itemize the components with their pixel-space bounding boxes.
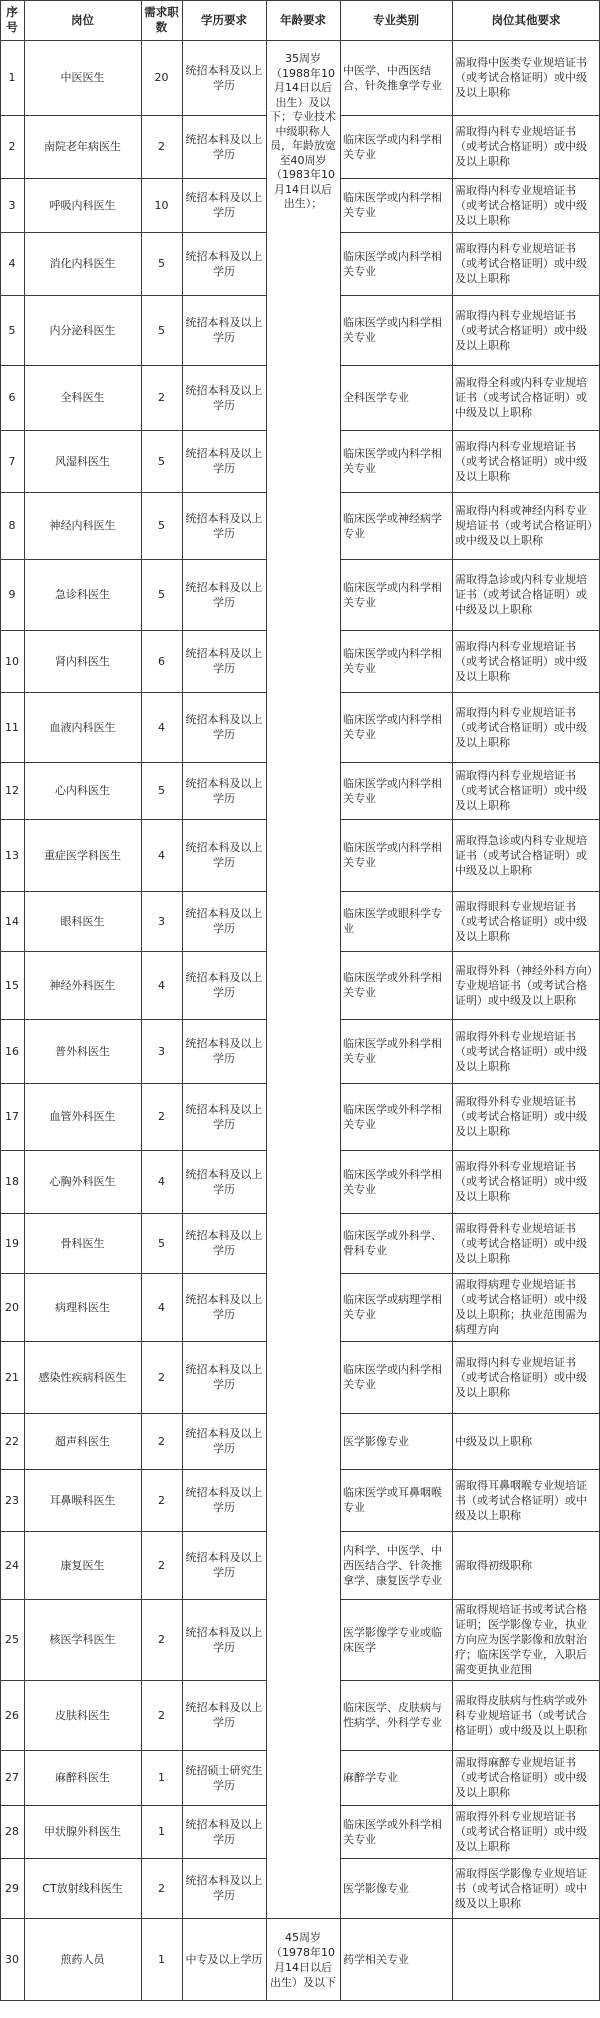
table-border <box>340 559 600 560</box>
major-requirement: 药学相关专业 <box>343 1953 409 1966</box>
row-number: 8 <box>8 519 16 532</box>
table-border <box>266 0 267 2001</box>
table-border <box>340 492 600 493</box>
headcount: 1 <box>158 1953 165 1966</box>
education-requirement: 统招本科及以上学历 <box>185 191 263 219</box>
other-requirement: 需取得病理专业规培证书（或考试合格证明）或中级及以上职称；执业范围需为病理方向 <box>455 1278 587 1336</box>
row-number: 23 <box>5 1493 19 1507</box>
age-requirement: 35周岁（1988年10月14日以后出生）及以下；专业技术中级职称人员，年龄放宽至40周岁（1983年10月14日以后出生）； <box>270 52 336 210</box>
major-requirement: 临床医学、皮肤病与性病学、外科学专业 <box>343 1701 442 1729</box>
other-requirement: 需取得外科（神经外科方向）专业规培证书（或考试合格证明）或中级及以上职称 <box>455 963 593 1007</box>
post-name: 神经外科医生 <box>49 978 116 992</box>
table-border <box>0 430 266 431</box>
other-requirement: 需取得外科专业规培证书（或考试合格证明）或中级及以上职称 <box>455 1095 587 1138</box>
post-name: CT放射线科医生 <box>42 1881 123 1895</box>
row-number: 27 <box>5 1771 19 1784</box>
table-border <box>182 0 183 2001</box>
education-requirement: 统招本科及以上学历 <box>185 1037 263 1065</box>
education-requirement: 统招本科及以上学历 <box>185 1102 263 1131</box>
post-name: 神经内科医生 <box>49 519 116 532</box>
table-border <box>0 1213 266 1214</box>
education-requirement: 统招本科及以上学历 <box>185 132 263 161</box>
table-border <box>340 951 600 952</box>
table-border <box>340 365 600 366</box>
table-border <box>340 1531 600 1532</box>
headcount: 5 <box>158 784 165 797</box>
major-requirement: 医学影像学专业或临床医学 <box>343 1625 442 1654</box>
education-requirement: 统招本科及以上学历 <box>185 447 263 475</box>
age-requirement: 45周岁（1978年10月14日以后出生）及以下 <box>270 1930 336 1989</box>
table-border <box>340 430 600 431</box>
row-number: 10 <box>5 654 19 668</box>
education-requirement: 统招本科及以上学历 <box>185 1229 263 1257</box>
table-border <box>266 1918 340 1919</box>
education-requirement: 统招本科及以上学历 <box>185 776 263 805</box>
other-requirement: 需取得内科专业规培证书（或考试合格证明）或中级及以上职称 <box>455 705 587 749</box>
post-name: 全科医生 <box>60 391 105 404</box>
major-requirement: 麻醉学专业 <box>343 1771 398 1784</box>
education-requirement: 统招本科及以上学历 <box>185 63 263 92</box>
headcount: 3 <box>158 1044 165 1058</box>
row-number: 18 <box>5 1175 19 1188</box>
other-requirement: 需取得麻醉专业规培证书（或考试合格证明）或中级及以上职称 <box>455 1756 587 1799</box>
post-name: 血液内科医生 <box>49 720 116 734</box>
headcount: 4 <box>158 1175 165 1188</box>
post-name: 肾内科医生 <box>55 654 110 668</box>
post-name: 风湿科医生 <box>55 454 110 468</box>
other-requirement: 中级及以上职称 <box>455 1434 532 1448</box>
table-border <box>24 0 25 2001</box>
major-requirement: 临床医学或耳鼻咽喉专业 <box>343 1486 442 1514</box>
table-border <box>0 0 1 2001</box>
major-requirement: 临床医学或内科学相关专业 <box>343 647 442 675</box>
education-requirement: 统招本科及以上学历 <box>185 580 263 609</box>
major-requirement: 医学影像专业 <box>343 1881 409 1895</box>
major-requirement: 临床医学或内科学相关专业 <box>343 316 442 344</box>
table-border <box>0 1273 266 1274</box>
major-requirement: 临床医学或内科学相关专业 <box>343 249 442 278</box>
post-name: 心胸外科医生 <box>49 1175 116 1188</box>
major-requirement: 医学影像专业 <box>343 1434 409 1448</box>
table-border <box>340 819 600 820</box>
row-number: 6 <box>8 391 16 404</box>
column-header: 岗位 <box>71 12 94 27</box>
headcount: 5 <box>158 588 165 601</box>
headcount: 4 <box>158 1300 165 1314</box>
education-requirement: 统招本科及以上学历 <box>185 1625 263 1654</box>
other-requirement: 需取得骨科专业规培证书（或考试合格证明）或中级及以上职称 <box>455 1221 587 1265</box>
row-number: 25 <box>5 1633 19 1646</box>
education-requirement: 统招本科及以上学历 <box>185 1427 263 1455</box>
headcount: 2 <box>158 140 165 153</box>
table-border <box>0 559 266 560</box>
table-border <box>340 1213 600 1214</box>
table-border <box>0 1750 266 1751</box>
row-number: 24 <box>5 1558 19 1572</box>
major-requirement: 临床医学或外科学、骨科专业 <box>343 1229 442 1257</box>
table-border <box>340 1150 600 1151</box>
education-requirement: 统招本科及以上学历 <box>185 1701 263 1729</box>
major-requirement: 临床医学或内科学相关专业 <box>343 1363 442 1391</box>
post-name: 感染性疾病科医生 <box>38 1370 127 1384</box>
headcount: 4 <box>158 848 165 862</box>
row-number: 3 <box>8 198 16 212</box>
major-requirement: 临床医学或神经病学专业 <box>343 511 442 540</box>
major-requirement: 临床医学或外科学相关专业 <box>343 1037 442 1065</box>
post-name: 煎药人员 <box>60 1953 105 1966</box>
education-requirement: 统招本科及以上学历 <box>185 1817 263 1846</box>
table-border <box>340 1750 600 1751</box>
post-name: 消化内科医生 <box>49 257 116 270</box>
headcount: 5 <box>158 1236 165 1250</box>
headcount: 2 <box>158 391 165 404</box>
row-number: 22 <box>5 1434 19 1448</box>
education-requirement: 统招本科及以上学历 <box>185 1167 263 1196</box>
table-border <box>340 1599 600 1600</box>
row-number: 7 <box>8 454 16 468</box>
education-requirement: 统招本科及以上学历 <box>185 841 263 869</box>
column-header: 学历要求 <box>201 12 247 27</box>
education-requirement: 统招本科及以上学历 <box>185 249 263 278</box>
other-requirement: 需取得皮肤病与性病学或外科专业规培证书（或考试合格证明）或中级及以上职称 <box>455 1693 587 1737</box>
table-border <box>340 891 600 892</box>
table-border <box>340 115 600 116</box>
post-name: 骨科医生 <box>60 1236 105 1250</box>
post-name: 呼吸内科医生 <box>49 198 116 212</box>
table-border <box>0 115 266 116</box>
row-number: 11 <box>5 720 19 734</box>
table-border <box>0 692 266 693</box>
major-requirement: 临床医学或外科学相关专业 <box>343 1102 442 1131</box>
headcount: 6 <box>158 654 165 668</box>
other-requirement: 需取得初级职称 <box>455 1558 532 1572</box>
other-requirement: 需取得全科或内科专业规培证书（或考试合格证明）或中级及以上职称 <box>455 376 587 419</box>
row-number: 28 <box>5 1825 19 1838</box>
education-requirement: 统招本科及以上学历 <box>185 1293 263 1321</box>
row-number: 15 <box>5 978 19 992</box>
table-border <box>340 0 341 2001</box>
other-requirement: 需取得内科或神经内科专业规培证书（或考试合格证明）或中级及以上职称 <box>455 504 593 547</box>
headcount: 2 <box>158 1493 165 1507</box>
other-requirement: 需取得内科专业规培证书（或考试合格证明）或中级及以上职称 <box>455 308 587 352</box>
post-name: 内分泌科医生 <box>49 323 116 337</box>
table-border <box>0 630 266 631</box>
table-border <box>141 0 142 2001</box>
headcount: 10 <box>154 198 169 212</box>
post-name: 甲状腺外科医生 <box>44 1825 121 1838</box>
post-name: 中医医生 <box>60 71 105 84</box>
post-name: 南院老年病医生 <box>44 140 121 153</box>
post-name: 麻醉科医生 <box>55 1771 110 1784</box>
table-border <box>0 1599 266 1600</box>
major-requirement: 临床医学或内科学相关专业 <box>343 841 442 869</box>
table-border <box>0 1680 266 1681</box>
other-requirement: 需取得耳鼻咽喉专业规培证书（或考试合格证明）或中级及以上职称 <box>455 1478 587 1522</box>
headcount: 5 <box>158 454 165 468</box>
other-requirement: 需取得急诊或内科专业规培证书（或考试合格证明）或中级及以上职称 <box>455 573 587 616</box>
table-border <box>0 0 600 1</box>
table-border <box>340 1858 600 1859</box>
table-border <box>0 2000 600 2001</box>
table-border <box>340 178 600 179</box>
post-name: 皮肤科医生 <box>55 1708 110 1722</box>
major-requirement: 内科学、中医学、中西医结合学、针灸推拿学、康复医学专业 <box>343 1543 442 1587</box>
education-requirement: 统招硕士研究生学历 <box>185 1763 263 1792</box>
other-requirement: 需取得外科专业规培证书（或考试合格证明）或中级及以上职称 <box>455 1029 587 1073</box>
row-number: 29 <box>5 1881 19 1895</box>
row-number: 20 <box>5 1300 19 1314</box>
education-requirement: 统招本科及以上学历 <box>185 1363 263 1391</box>
post-name: 普外科医生 <box>55 1044 110 1058</box>
table-border <box>340 1469 600 1470</box>
other-requirement: 需取得外科专业规培证书（或考试合格证明）或中级及以上职称 <box>455 1810 587 1853</box>
table-border <box>0 178 266 179</box>
headcount: 4 <box>158 978 165 992</box>
table-border <box>0 1469 266 1470</box>
table-border <box>340 232 600 233</box>
table-border <box>340 1083 600 1084</box>
education-requirement: 统招本科及以上学历 <box>185 713 263 741</box>
table-border <box>340 1918 600 1919</box>
headcount: 4 <box>158 720 165 734</box>
education-requirement: 统招本科及以上学历 <box>185 1874 263 1902</box>
major-requirement: 临床医学或病理学相关专业 <box>343 1293 442 1321</box>
row-number: 21 <box>5 1370 19 1384</box>
table-border <box>0 1531 266 1532</box>
row-number: 9 <box>8 588 16 601</box>
table-border <box>340 630 600 631</box>
row-number: 19 <box>5 1236 19 1250</box>
table-border <box>0 1413 266 1414</box>
headcount: 20 <box>154 71 169 84</box>
headcount: 1 <box>158 1825 165 1838</box>
table-border <box>0 819 266 820</box>
row-number: 26 <box>5 1708 19 1722</box>
education-requirement: 统招本科及以上学历 <box>185 971 263 999</box>
table-border <box>0 492 266 493</box>
table-border <box>0 1805 266 1806</box>
education-requirement: 统招本科及以上学历 <box>185 511 263 540</box>
headcount: 2 <box>158 1110 165 1123</box>
row-number: 2 <box>8 140 16 153</box>
row-number: 16 <box>5 1044 19 1058</box>
major-requirement: 中医学、中西医结合、针灸推拿学专业 <box>343 63 442 92</box>
headcount: 3 <box>158 914 165 928</box>
education-requirement: 统招本科及以上学历 <box>185 316 263 344</box>
column-header: 岗位其他要求 <box>491 12 561 27</box>
table-border <box>340 1019 600 1020</box>
row-number: 14 <box>5 914 19 928</box>
education-requirement: 统招本科及以上学历 <box>185 647 263 675</box>
post-name: 急诊科医生 <box>55 588 110 601</box>
headcount: 5 <box>158 257 165 270</box>
major-requirement: 临床医学或内科学相关专业 <box>343 447 442 475</box>
table-border <box>0 762 266 763</box>
major-requirement: 临床医学或内科学相关专业 <box>343 776 442 805</box>
table-border <box>0 1083 266 1084</box>
other-requirement: 需取得医学影像专业规培证书（或考试合格证明）或中级及以上职称 <box>455 1866 587 1910</box>
post-name: 康复医生 <box>60 1558 105 1572</box>
table-border <box>340 762 600 763</box>
headcount: 5 <box>158 323 165 337</box>
major-requirement: 临床医学或外科学相关专业 <box>343 1817 442 1846</box>
table-border <box>0 1858 266 1859</box>
table-border <box>340 295 600 296</box>
table-border <box>0 1019 266 1020</box>
table-border <box>340 1341 600 1342</box>
other-requirement: 需取得内科专业规培证书（或考试合格证明）或中级及以上职称 <box>455 183 587 227</box>
other-requirement: 需取得内科专业规培证书（或考试合格证明）或中级及以上职称 <box>455 439 587 483</box>
headcount: 2 <box>158 1558 165 1572</box>
headcount: 1 <box>158 1771 165 1784</box>
table-border <box>0 891 266 892</box>
row-number: 30 <box>5 1953 19 1966</box>
table-border <box>340 692 600 693</box>
education-requirement: 统招本科及以上学历 <box>185 383 263 412</box>
row-number: 13 <box>5 848 19 862</box>
column-header: 专业类别 <box>373 12 419 27</box>
post-name: 病理科医生 <box>55 1300 110 1314</box>
table-border <box>340 1680 600 1681</box>
other-requirement: 需取得内科专业规培证书（或考试合格证明）或中级及以上职称 <box>455 769 587 812</box>
row-number: 17 <box>5 1110 19 1123</box>
education-requirement: 统招本科及以上学历 <box>185 1486 263 1514</box>
headcount: 2 <box>158 1434 165 1448</box>
education-requirement: 统招本科及以上学历 <box>185 907 263 935</box>
post-name: 耳鼻喉科医生 <box>49 1493 116 1507</box>
row-number: 1 <box>8 71 16 84</box>
major-requirement: 临床医学或内科学相关专业 <box>343 191 442 219</box>
table-border <box>0 40 600 41</box>
other-requirement: 需取得急诊或内科专业规培证书（或考试合格证明）或中级及以上职称 <box>455 833 587 877</box>
major-requirement: 临床医学或眼科学专业 <box>343 907 442 935</box>
column-header: 序号 <box>6 5 18 34</box>
table-border <box>340 1273 600 1274</box>
row-number: 5 <box>8 323 16 337</box>
table-border <box>0 295 266 296</box>
other-requirement: 需取得内科专业规培证书（或考试合格证明）或中级及以上职称 <box>455 125 587 168</box>
other-requirement <box>452 1918 600 2001</box>
table-border <box>0 1341 266 1342</box>
table-border <box>0 232 266 233</box>
table-border <box>0 1918 266 1919</box>
other-requirement: 需取得内科专业规培证书（或考试合格证明）或中级及以上职称 <box>455 242 587 285</box>
major-requirement: 临床医学或外科学相关专业 <box>343 1167 442 1196</box>
row-number: 4 <box>8 257 16 270</box>
headcount: 2 <box>158 1708 165 1722</box>
headcount: 2 <box>158 1633 165 1646</box>
table-border <box>452 0 453 2001</box>
table-border <box>0 365 266 366</box>
post-name: 血管外科医生 <box>49 1110 116 1123</box>
row-number: 12 <box>5 784 19 797</box>
education-requirement: 统招本科及以上学历 <box>185 1551 263 1579</box>
education-requirement: 中专及以上学历 <box>185 1953 263 1966</box>
other-requirement: 需取得内科专业规培证书（或考试合格证明）或中级及以上职称 <box>455 1355 587 1399</box>
column-header: 需求职数 <box>144 5 179 34</box>
other-requirement: 需取得中医类专业规培证书（或考试合格证明）或中级及以上职称 <box>455 56 587 99</box>
post-name: 重症医学科医生 <box>44 848 121 862</box>
table-border <box>0 951 266 952</box>
headcount: 5 <box>158 519 165 532</box>
table-border <box>0 1150 266 1151</box>
major-requirement: 临床医学或外科学相关专业 <box>343 971 442 999</box>
major-requirement: 临床医学或内科学相关专业 <box>343 132 442 161</box>
post-name: 眼科医生 <box>60 914 105 928</box>
major-requirement: 临床医学或内科学相关专业 <box>343 713 442 741</box>
table-border <box>340 1413 600 1414</box>
other-requirement: 需取得规培证书或考试合格证明；医学影像专业，执业方向应为医学影像和放射治疗；临床医学专业，入职后需变更执业范围 <box>455 1603 587 1676</box>
post-name: 心内科医生 <box>55 784 110 797</box>
headcount: 2 <box>158 1881 165 1895</box>
post-name: 超声科医生 <box>55 1434 110 1448</box>
table-border <box>340 1805 600 1806</box>
other-requirement: 需取得外科专业规培证书（或考试合格证明）或中级及以上职称 <box>455 1160 587 1203</box>
column-header: 年龄要求 <box>280 12 326 27</box>
major-requirement: 临床医学或内科学相关专业 <box>343 580 442 609</box>
other-requirement: 需取得眼科专业规培证书（或考试合格证明）或中级及以上职称 <box>455 899 587 943</box>
major-requirement: 全科医学专业 <box>343 391 409 404</box>
other-requirement: 需取得内科专业规培证书（或考试合格证明）或中级及以上职称 <box>455 639 587 683</box>
post-name: 核医学科医生 <box>49 1633 116 1646</box>
headcount: 2 <box>158 1370 165 1384</box>
